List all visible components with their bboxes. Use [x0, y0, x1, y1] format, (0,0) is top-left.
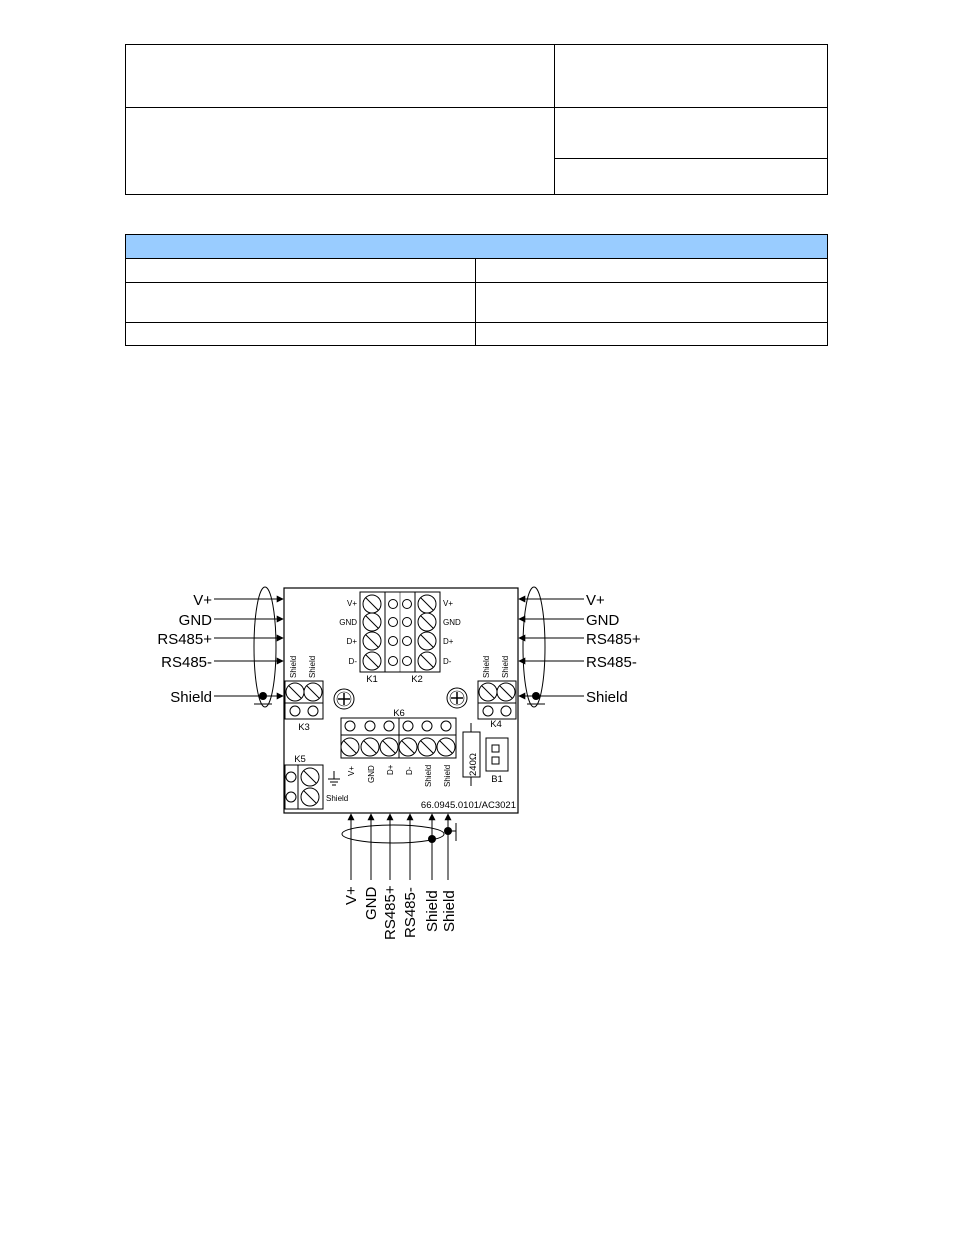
table-row [126, 259, 828, 283]
table-row [126, 323, 828, 346]
connector-label-k3: K3 [298, 722, 310, 733]
table-row [126, 283, 828, 323]
connector-label-k1: K1 [366, 674, 378, 685]
pin-label-left: GND [339, 618, 357, 627]
right-label: Shield [586, 689, 628, 706]
pin-label-left: V+ [346, 599, 357, 608]
bottom-label: Shield [441, 890, 458, 932]
k6-pin-label: D+ [386, 764, 395, 775]
right-label: RS485+ [586, 631, 641, 648]
left-label: V+ [193, 592, 212, 609]
pin-label-right: GND [443, 618, 461, 627]
table-row [126, 108, 828, 159]
bottom-label: RS485- [402, 887, 419, 938]
table-cell [126, 108, 555, 195]
connector-label-k4: K4 [490, 719, 502, 730]
table-cell [555, 108, 828, 159]
left-label: Shield [170, 689, 212, 706]
pin-label-right: D- [443, 657, 452, 666]
right-label: RS485- [586, 654, 637, 671]
spec-table [125, 234, 828, 346]
left-label: RS485+ [157, 631, 212, 648]
k6-pin-label: D- [405, 766, 414, 775]
left-label: GND [178, 612, 212, 629]
k6-pin-label: Shield [424, 764, 433, 787]
connector-label-k5: K5 [294, 754, 306, 765]
k6-pin-label: V+ [347, 765, 356, 776]
part-number: 66.0945.0101/AC3021 [420, 800, 516, 811]
connector-label-b1: B1 [491, 774, 503, 785]
table-cell [126, 259, 476, 283]
resistor-value: 240Ω [468, 753, 479, 776]
table-row [126, 45, 828, 108]
bottom-label: Shield [424, 890, 441, 932]
table-header-row [126, 235, 828, 259]
pin-label-right: V+ [443, 599, 454, 608]
pin-label-left: D- [348, 657, 357, 666]
table-cell [126, 323, 476, 346]
shield-pin-label: Shield [308, 655, 317, 678]
bottom-wires [342, 814, 456, 880]
k6-pin-label: GND [367, 765, 376, 783]
shield-pin-label: Shield [326, 794, 349, 803]
right-wires [519, 587, 584, 707]
bottom-label: GND [363, 886, 380, 920]
table-cell [126, 283, 476, 323]
shield-pin-label: Shield [482, 655, 491, 678]
table-cell [555, 45, 828, 108]
shield-pin-label: Shield [501, 655, 510, 678]
top-table [125, 44, 828, 195]
table-header-cell [126, 235, 828, 259]
left-wires [214, 587, 283, 707]
shield-pin-label: Shield [289, 655, 298, 678]
bottom-label: RS485+ [382, 885, 399, 940]
connector-label-k6: K6 [393, 708, 405, 719]
table-cell [475, 283, 828, 323]
table-cell [126, 45, 555, 108]
table-cell [475, 259, 828, 283]
table-cell [475, 323, 828, 346]
table-cell [555, 159, 828, 195]
mounting-screw-icon [334, 689, 354, 709]
bottom-label: V+ [343, 886, 360, 905]
right-label: GND [586, 612, 620, 629]
left-label: RS485- [161, 654, 212, 671]
connector-label-k2: K2 [411, 674, 423, 685]
right-label: V+ [586, 592, 605, 609]
pin-label-right: D+ [443, 637, 454, 646]
pin-label-left: D+ [346, 637, 357, 646]
mounting-screw-icon [447, 688, 467, 708]
wiring-diagram [150, 575, 670, 940]
k6-pin-label: Shield [443, 764, 452, 787]
